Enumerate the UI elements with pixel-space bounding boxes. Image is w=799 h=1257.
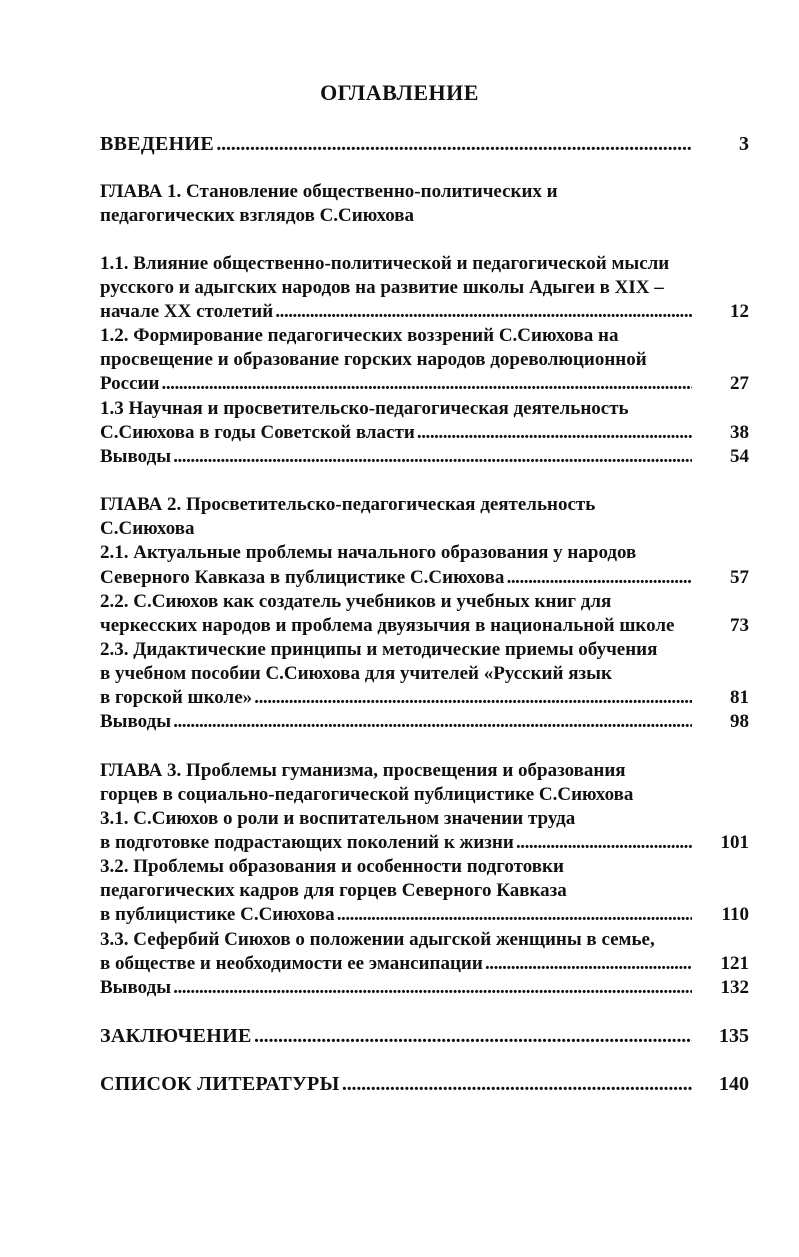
toc-entry-text: 2.2. С.Сиюхов как создатель учебников и учебных книг для [100,591,612,612]
toc-entry-text: 1.3 Научная и просветительско-педагогическая деятельность [100,398,629,419]
toc-entry-text: горцев в социально-педагогической публицистике С.Сиюхова [100,784,634,805]
toc-entry-text: С.Сиюхова в годы Советской власти . . . [100,421,692,445]
toc-entry-text: ВВЕДЕНИЕ . . . [100,132,692,156]
toc-entry-text: 3.2. Проблемы образования и особенности подготовки [100,856,564,877]
toc-entry-text: 3.3. Сефербий Сиюхов о положении адыгской женщины в семье, [100,929,655,950]
toc-entry-text: ГЛАВА 2. Просветительско-педагогическая деятельность [100,494,596,515]
toc-page-number: 81 [730,687,749,708]
toc-entry-text: педагогических взглядов С.Сиюхова [100,205,415,226]
toc-entry-text: в обществе и необходимости ее эмансипации . . . [100,952,692,976]
toc-entry-text: 1.1. Влияние общественно-политической и педагогической мысли [100,253,670,274]
toc-page-number: 140 [719,1073,749,1095]
toc-page-number: 121 [720,953,749,974]
page-title: ОГЛАВЛЕНИЕ [320,80,479,105]
toc-entry-text: Выводы . . . [100,445,692,469]
toc-entry-text: в публицистике С.Сиюхова . . . [100,903,692,927]
toc-page-number: 110 [721,904,749,925]
toc-entry-text: 2.1. Актуальные проблемы начального образования у народов [100,542,637,563]
toc-entry-text: Выводы . . . [100,710,692,734]
toc-entry-text: в учебном пособии С.Сиюхова для учителей «Русский язык [100,663,612,684]
toc-page-number: 135 [719,1025,749,1047]
toc-entry-text: России . . . [100,372,692,396]
toc-entry-text: ГЛАВА 1. Становление общественно-политических и [100,181,558,202]
toc-entry-text: 2.3. Дидактические принципы и методические приемы обучения [100,639,658,660]
toc-entry-text: в горской школе» . . . [100,686,692,710]
toc-entry-text: просвещение и образование горских народов дореволюционной [100,349,647,370]
toc-entry-text: С.Сиюхова [100,518,195,539]
toc-entry-text: ГЛАВА 3. Проблемы гуманизма, просвещения и образования [100,760,626,781]
toc-entry-text: черкесских народов и проблема двуязычия в национальной школе [100,615,675,636]
toc-entry-text: Северного Кавказа в публицистике С.Сиюхова . . . [100,566,692,590]
toc-entry-text: начале XX столетий . . . [100,300,692,324]
toc-entry-text: ЗАКЛЮЧЕНИЕ . . . [100,1024,692,1048]
toc-entry-text: русского и адыгских народов на развитие школы Адыгеи в XIX – [100,277,664,298]
toc-page-number: 101 [720,832,749,853]
toc-page-number: 12 [730,301,749,322]
toc-entry-text: педагогических кадров для горцев Северного Кавказа [100,880,567,901]
toc-entry-text: СПИСОК ЛИТЕРАТУРЫ . . . [100,1072,692,1096]
toc-entry-text: 3.1. С.Сиюхов о роли и воспитательном значении труда [100,808,576,829]
toc-page-number: 57 [730,567,749,588]
toc-page-number: 98 [730,711,749,732]
toc-page-number: 27 [730,373,749,394]
toc-page-number: 38 [730,422,749,443]
toc-page-number: 54 [730,446,749,467]
toc-entry-text: Выводы . . . [100,976,692,1000]
toc-page-number: 132 [720,977,749,998]
toc-page-number: 73 [730,615,749,636]
toc-entry-text: в подготовке подрастающих поколений к жизни . . . [100,831,692,855]
toc-page-number: 3 [739,133,749,155]
toc-entry-text: 1.2. Формирование педагогических воззрений С.Сиюхова на [100,325,619,346]
